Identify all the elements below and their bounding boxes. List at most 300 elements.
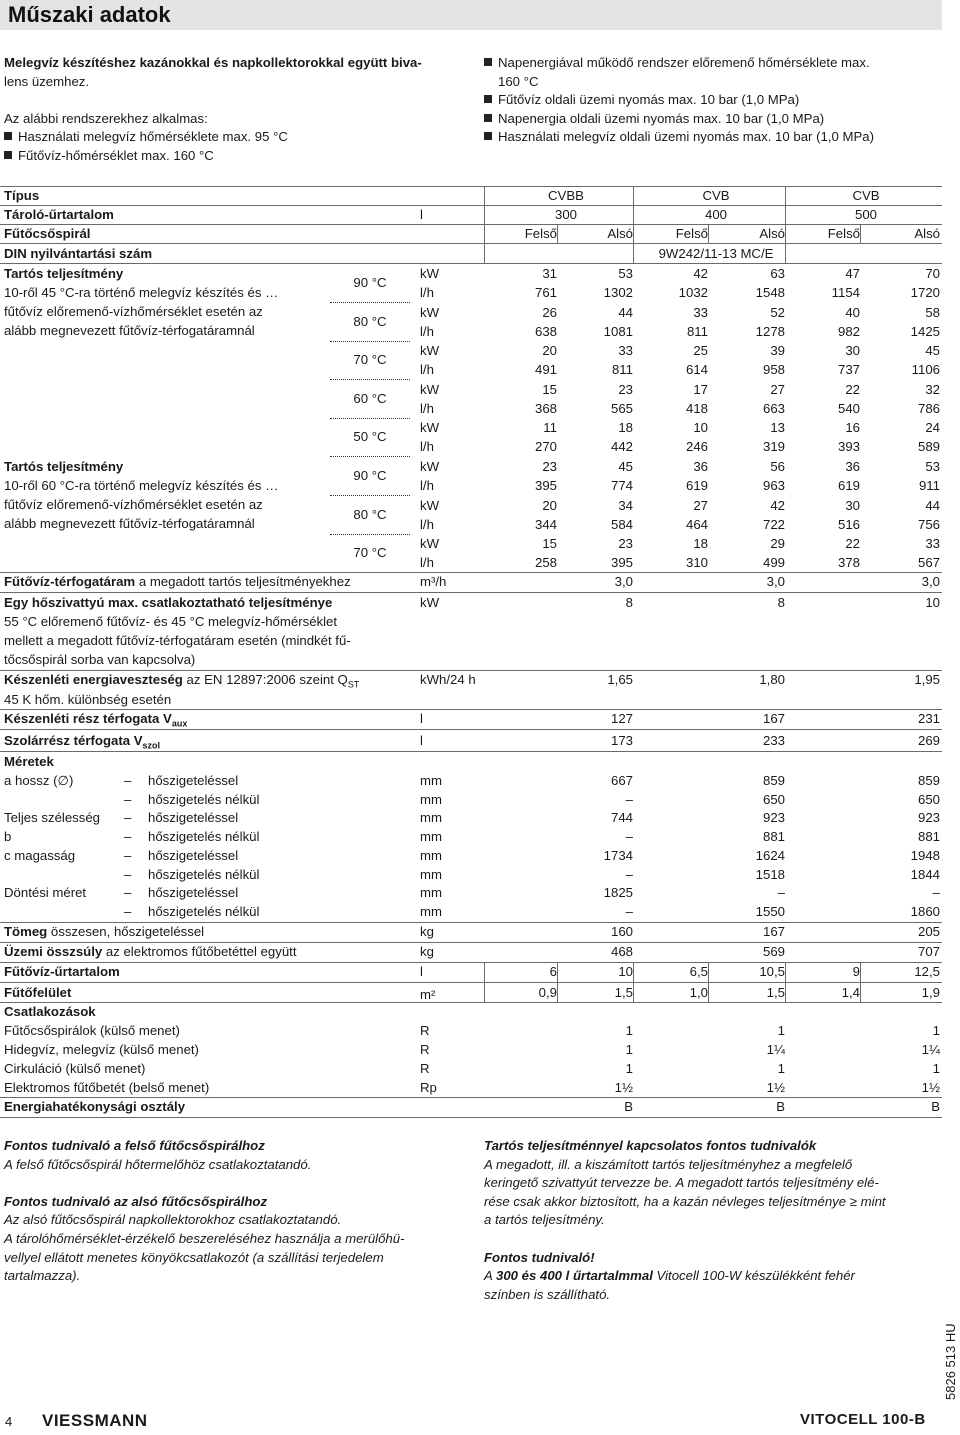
dim-sub: hőszigetelés nélkül — [148, 903, 260, 919]
dim-sub: hőszigeteléssel — [148, 885, 239, 901]
lh-value: 1720 — [910, 285, 940, 300]
row-value: 127 — [610, 711, 633, 726]
column-divider — [633, 186, 634, 263]
unit: kW — [420, 381, 440, 397]
unit: l — [420, 733, 423, 748]
column-divider — [785, 962, 786, 1002]
table-rule — [0, 243, 942, 244]
kw-value: 32 — [925, 381, 940, 397]
storage-label: Tároló-űrtartalom — [4, 207, 114, 222]
intro-text: Napenergia oldali üzemi nyomás max. 10 bar (1,0 MPa) — [498, 110, 825, 126]
lh-value: 540 — [837, 400, 860, 416]
flow-value: 3,0 — [766, 574, 785, 589]
note-line: A megadott, ill. a kiszámított tartós teljesítményhez a megfelelő — [484, 1156, 853, 1172]
unit: l/h — [420, 323, 434, 339]
dash-icon: – — [124, 847, 132, 863]
kw-value: 36 — [693, 459, 708, 474]
note-spacer — [484, 1230, 886, 1249]
row-value: 233 — [762, 733, 785, 748]
note-line: színben is szállítható. — [484, 1286, 611, 1302]
temp-label: 80 °C — [353, 313, 387, 329]
dim-value: – — [625, 829, 633, 845]
perf-label: Tartós teljesítmény — [4, 459, 124, 474]
kw-value: 30 — [845, 343, 860, 358]
perf-label: alább megnevezett fűtővíz-térfogatáramnál — [4, 323, 255, 338]
dash-icon: – — [124, 829, 132, 845]
kw-value: 40 — [845, 304, 860, 320]
conn-value: 1 — [625, 1061, 633, 1076]
dim-value: 923 — [762, 810, 785, 826]
lh-value: 811 — [611, 362, 633, 377]
area-value: 0,9 — [538, 985, 557, 1000]
table-rule — [0, 1117, 942, 1118]
unit: mm — [420, 866, 442, 882]
note-text: A — [484, 1268, 496, 1284]
unit: l/h — [420, 285, 434, 300]
kw-value: 10 — [693, 420, 708, 435]
unit: kW — [420, 497, 440, 513]
lh-value: 246 — [685, 439, 708, 454]
unit: kW — [420, 595, 440, 610]
intro-text: Használati melegvíz hőmérséklete max. 95 °C — [18, 129, 288, 144]
intro-text: Napenergiával működő rendszer előremenő hőmérséklete max. — [498, 55, 870, 70]
type-value: CVB — [702, 188, 730, 203]
conn-value: 1½ — [614, 1080, 633, 1095]
note-line: rése csak akkor biztosított, ha a kazán névleges teljesítménye ≥ mint — [484, 1193, 886, 1209]
lh-value: 761 — [534, 285, 557, 300]
conn-label: Csatlakozások — [4, 1004, 96, 1019]
area-label: Fűtőfelület — [4, 985, 72, 1000]
row-label-bold: Tömeg — [4, 924, 48, 939]
standby-value: 1,65 — [607, 672, 633, 687]
kw-value: 33 — [925, 536, 940, 551]
dim-name: Teljes szélesség — [4, 810, 101, 826]
hwvol-value: 10,5 — [759, 964, 785, 979]
dim-value: – — [625, 903, 633, 919]
dim-value: 859 — [762, 773, 785, 788]
unit: R — [420, 1061, 430, 1076]
page-title: Műszaki adatok — [8, 2, 171, 27]
notes-left — [4, 1137, 404, 1286]
coil-value: Felső — [675, 226, 708, 241]
pump-label-line: mellett a megadott fűtővíz-térfogatáram esetén (mindkét fű- — [4, 633, 351, 648]
temp-label: 70 °C — [353, 545, 387, 560]
pump-value: 8 — [625, 595, 633, 610]
row-value: 173 — [610, 733, 633, 748]
area-value: 1,9 — [921, 985, 940, 1000]
dash-icon: – — [124, 791, 132, 807]
intro-text: Melegvíz készítéshez kazánokkal és napkollektorokkal együtt biva- — [4, 55, 422, 70]
note-text-bold: 300 és 400 l űrtartalmmal — [495, 1268, 653, 1284]
kw-value: 53 — [925, 459, 940, 474]
conn-value: 1 — [932, 1023, 940, 1038]
kw-value: 27 — [770, 381, 785, 397]
kw-value: 20 — [542, 497, 557, 513]
conn-value: 1 — [932, 1061, 940, 1076]
kw-value: 58 — [925, 304, 940, 320]
row-label-text: Készenléti rész térfogata V — [4, 711, 172, 726]
unit: l/h — [420, 439, 434, 454]
dim-sub: hőszigeteléssel — [148, 773, 239, 788]
kw-value: 47 — [845, 266, 860, 281]
lh-value: 258 — [534, 555, 557, 570]
energy-value: B — [624, 1099, 633, 1114]
lh-value: 499 — [762, 555, 785, 570]
kw-value: 53 — [618, 266, 633, 281]
kw-value: 56 — [770, 459, 785, 474]
lh-value: 663 — [762, 400, 785, 416]
conn-value: 1 — [625, 1042, 633, 1057]
kw-value: 29 — [770, 536, 785, 551]
lh-value: 270 — [534, 439, 557, 454]
kw-value: 23 — [618, 536, 633, 551]
temp-label: 70 °C — [353, 352, 387, 367]
unit: kW — [420, 304, 440, 320]
unit: kWh/24 h — [420, 672, 476, 687]
kw-value: 30 — [845, 497, 860, 513]
note-text: Vitocell 100-W készülékként fehér — [652, 1268, 855, 1284]
storage-value: 300 — [554, 207, 577, 222]
lh-value: 1081 — [603, 323, 633, 339]
row-label-sub: szol — [142, 740, 161, 751]
kw-value: 33 — [618, 343, 633, 358]
flow-label — [4, 573, 351, 591]
coil-value: Felső — [524, 226, 557, 241]
dim-value: 1550 — [755, 903, 785, 919]
temp-label: 80 °C — [353, 506, 387, 522]
perf-label: fűtővíz előremenő-vízhőmérséklet esetén az — [4, 497, 263, 512]
intro-text: Használati melegvíz oldali üzemi nyomás max. 10 bar (1,0 MPa) — [498, 129, 874, 144]
lh-value: 638 — [534, 323, 557, 339]
dim-value: 650 — [762, 791, 785, 807]
type-label: Típus — [4, 188, 40, 203]
dim-sub: hőszigetelés nélkül — [148, 866, 260, 882]
flow-label-bold: Fűtővíz-térfogatáram — [4, 574, 136, 589]
unit: R — [420, 1023, 430, 1038]
row-value: 707 — [917, 944, 940, 959]
column-divider — [484, 962, 485, 1002]
product-name: VITOCELL 100-B — [800, 1411, 926, 1428]
note-line: Az alsó fűtőcsőspirál napkollektorokhoz csatlakoztatandó. — [4, 1212, 342, 1228]
coil-value: Alsó — [914, 226, 940, 241]
standby-label-rest: az EN 12897:2006 szeint Q — [182, 672, 348, 687]
coil-label: Fűtőcsőspirál — [4, 226, 91, 241]
kw-value: 18 — [618, 420, 633, 435]
standby-value: 1,95 — [914, 672, 940, 687]
perf-label: Tartós teljesítmény — [4, 266, 124, 281]
kw-value: 15 — [542, 536, 557, 551]
row-value: 569 — [762, 944, 785, 959]
lh-value: 1548 — [755, 285, 785, 300]
flow-value: 3,0 — [614, 574, 633, 589]
flow-label-rest: a megadott tartós teljesítményekhez — [135, 574, 351, 589]
row-label — [4, 732, 160, 750]
row-value: 167 — [762, 924, 785, 939]
document-number: 5826 513 HU — [943, 1323, 958, 1400]
standby-sub: ST — [347, 679, 360, 690]
dim-value: 923 — [917, 810, 940, 826]
row-label-text: Szolárrész térfogata V — [4, 733, 143, 748]
dim-name: c magasság — [4, 847, 76, 863]
perf-label: alább megnevezett fűtővíz-térfogatáramnál — [4, 516, 255, 531]
lh-value: 958 — [762, 362, 785, 377]
pump-label-line: tőcsőspirál sorba van kapcsolva) — [4, 652, 196, 667]
dim-sub: hőszigeteléssel — [148, 810, 239, 826]
unit: mm — [420, 829, 442, 845]
note-spacer — [4, 1174, 404, 1193]
lh-value: 1425 — [910, 323, 940, 339]
energy-value: B — [931, 1099, 940, 1114]
row-label — [4, 943, 296, 961]
row-value: 205 — [917, 924, 940, 939]
dim-value: 1624 — [755, 847, 785, 863]
row-value: 160 — [610, 924, 633, 939]
dim-value: – — [777, 885, 785, 901]
unit: mm — [420, 903, 442, 919]
dash-icon: – — [124, 885, 132, 901]
unit: kg — [420, 924, 434, 939]
kw-value: 24 — [925, 420, 940, 435]
dash-icon: – — [124, 810, 132, 826]
column-divider — [860, 224, 861, 243]
lh-value: 982 — [837, 323, 860, 339]
perf-label: fűtővíz előremenő-vízhőmérséklet esetén az — [4, 304, 263, 319]
lh-value: 516 — [837, 516, 860, 532]
hwvol-value: 9 — [852, 964, 860, 979]
lh-value: 395 — [610, 555, 633, 570]
unit: l — [420, 207, 423, 222]
intro-text: 160 °C — [498, 73, 539, 89]
lh-value: 584 — [610, 516, 633, 532]
kw-value: 23 — [542, 459, 557, 474]
area-value: 1,5 — [766, 985, 785, 1000]
unit: R — [420, 1042, 430, 1057]
kw-value: 42 — [770, 497, 785, 513]
lh-value: 589 — [917, 439, 940, 454]
table-rule — [0, 263, 942, 264]
lh-value: 619 — [685, 478, 708, 493]
dim-value: 667 — [610, 773, 633, 788]
row-value: 468 — [610, 944, 633, 959]
energy-label: Energiahatékonysági osztály — [4, 1099, 186, 1114]
lh-value: 756 — [917, 516, 940, 532]
row-label-rest: az elektromos fűtőbetéttel együtt — [102, 944, 297, 959]
temp-label: 90 °C — [353, 275, 387, 290]
row-label — [4, 710, 187, 728]
note-line: vellyel ellátott menetes könyökcsatlakozót (a szállítási terjedelem — [4, 1249, 384, 1265]
dim-value: 650 — [917, 791, 940, 807]
pump-value: 10 — [925, 595, 940, 610]
notes-right — [484, 1137, 886, 1304]
lh-value: 911 — [918, 478, 940, 493]
lh-value: 319 — [762, 439, 785, 454]
lh-value: 811 — [686, 323, 708, 339]
column-divider — [484, 186, 485, 263]
conn-value: 1 — [625, 1023, 633, 1038]
conn-value: 1½ — [921, 1080, 940, 1095]
intro-text: lens üzemhez. — [4, 73, 90, 89]
dash-icon: – — [124, 903, 132, 919]
intro-text: Az alábbi rendszerekhez alkalmas: — [4, 110, 208, 126]
kw-value: 11 — [543, 420, 557, 435]
kw-value: 70 — [925, 266, 940, 281]
hwvol-value: 6,5 — [689, 964, 708, 979]
row-label-sub: aux — [171, 718, 188, 729]
kw-value: 36 — [845, 459, 860, 474]
perf-label: 10-ről 60 °C-ra történő melegvíz készítés és … — [4, 478, 279, 493]
unit: l — [420, 964, 423, 979]
unit: l/h — [420, 362, 434, 377]
column-divider — [557, 224, 558, 243]
flow-value: 3,0 — [921, 574, 940, 589]
dim-value: – — [625, 791, 633, 807]
unit: m³/h — [420, 574, 447, 589]
column-divider — [633, 962, 634, 1002]
dim-value: 881 — [762, 829, 785, 845]
dim-sub: hőszigetelés nélkül — [148, 791, 260, 807]
lh-value: 619 — [837, 478, 860, 493]
type-value: CVBB — [548, 188, 584, 203]
dim-value: 1825 — [603, 885, 633, 901]
note-line: A felső fűtőcsőspirál hőtermelőhöz csatlakoztatandó. — [4, 1156, 312, 1172]
lh-value: 565 — [610, 400, 633, 416]
lh-value: 442 — [610, 439, 633, 454]
conn-value: 1 — [777, 1061, 785, 1076]
pump-label: Egy hőszivattyú max. csatlakoztatható teljesítménye — [4, 595, 333, 610]
kw-value: 27 — [693, 497, 708, 513]
unit: l/h — [420, 400, 434, 416]
kw-value: 52 — [770, 304, 785, 320]
lh-value: 393 — [837, 439, 860, 454]
kw-value: 44 — [925, 497, 940, 513]
note-line: A tárolóhőmérséklet-érzékelő beszereléséhez használja a merülőhü- — [4, 1230, 405, 1246]
din-value: 9W242/11-13 MC/E — [658, 246, 774, 261]
lh-value: 567 — [917, 555, 940, 570]
unit: l/h — [420, 478, 434, 493]
dash-icon: – — [124, 773, 132, 788]
kw-value: 16 — [845, 420, 860, 435]
conn-value: 1½ — [766, 1080, 785, 1095]
kw-value: 34 — [618, 497, 633, 513]
dim-value: 744 — [610, 810, 633, 826]
row-value: 269 — [917, 733, 940, 748]
row-value: 231 — [917, 711, 940, 726]
dim-value: – — [625, 866, 633, 882]
note-line: tartalmazza). — [4, 1268, 81, 1284]
lh-value: 378 — [837, 555, 860, 570]
table-rule — [0, 751, 942, 752]
kw-value: 18 — [693, 536, 708, 551]
dim-name: Döntési méret — [4, 885, 87, 901]
note-line: a tartós teljesítmény. — [484, 1212, 605, 1228]
temp-divider — [330, 456, 410, 457]
row-label — [4, 923, 204, 941]
unit: kW — [420, 459, 440, 474]
lh-value: 344 — [534, 516, 557, 532]
kw-value: 22 — [845, 381, 860, 397]
dim-sub: hőszigetelés nélkül — [148, 829, 260, 845]
unit: Rp — [420, 1080, 437, 1095]
hwvol-label: Fűtővíz-űrtartalom — [4, 964, 120, 979]
kw-value: 13 — [770, 420, 785, 435]
kw-value: 45 — [925, 343, 940, 358]
column-divider — [785, 186, 786, 263]
lh-value: 786 — [917, 400, 940, 416]
kw-value: 25 — [693, 343, 708, 358]
lh-value: 491 — [534, 362, 557, 377]
lh-value: 1302 — [603, 285, 633, 300]
lh-value: 395 — [534, 478, 557, 493]
column-divider — [557, 962, 558, 1002]
standby-label-line: 45 K hőm. különbség esetén — [4, 692, 172, 707]
conn-name: Elektromos fűtőbetét (belső menet) — [4, 1080, 210, 1095]
unit: mm — [420, 885, 442, 901]
kw-value: 15 — [542, 381, 557, 397]
kw-value: 20 — [542, 343, 557, 358]
kw-value: 33 — [693, 304, 708, 320]
coil-value: Felső — [827, 226, 860, 241]
note-title: Tartós teljesítménnyel kapcsolatos fontos tudnivalók — [484, 1138, 817, 1153]
kw-value: 23 — [618, 381, 633, 397]
intro-text: Fűtővíz-hőmérséklet max. 160 °C — [18, 147, 214, 163]
dim-value: 1860 — [910, 903, 940, 919]
unit: l — [420, 711, 423, 726]
unit: mm — [420, 810, 442, 826]
unit: kW — [420, 536, 440, 551]
unit: kW — [420, 420, 440, 435]
conn-name: Fűtőcsőspirálok (külső menet) — [4, 1023, 180, 1038]
table-rule — [0, 729, 942, 730]
row-label-rest: összesen, hőszigeteléssel — [47, 924, 205, 939]
coil-value: Alsó — [759, 226, 785, 241]
unit: l/h — [420, 555, 434, 570]
note-title: Fontos tudnivaló az alsó fűtőcsőspirálhoz — [4, 1193, 268, 1209]
dim-value: 859 — [917, 773, 940, 788]
kw-value: 26 — [542, 304, 557, 320]
dim-value: 1948 — [910, 847, 940, 863]
lh-value: 1278 — [755, 323, 785, 339]
note-title: Fontos tudnivaló a felső fűtőcsőspirálhoz — [4, 1138, 265, 1153]
energy-value: B — [776, 1099, 785, 1114]
intro-text: Fűtővíz oldali üzemi nyomás max. 10 bar (1,0 MPa) — [498, 92, 800, 107]
dim-value: 1734 — [603, 847, 633, 863]
conn-value: 1 — [777, 1023, 785, 1038]
lh-value: 1106 — [911, 362, 940, 377]
kw-value: 31 — [542, 266, 557, 281]
conn-value: 1¼ — [766, 1042, 785, 1057]
dim-name: b — [4, 829, 12, 845]
temp-label: 50 °C — [353, 429, 387, 444]
lh-value: 737 — [837, 362, 860, 377]
column-divider — [708, 224, 709, 243]
pump-value: 8 — [777, 595, 785, 610]
standby-value: 1,80 — [759, 672, 785, 687]
conn-value: 1¼ — [921, 1042, 940, 1057]
conn-name: Cirkuláció (külső menet) — [4, 1061, 146, 1076]
lh-value: 310 — [685, 555, 708, 570]
unit: mm — [420, 773, 442, 788]
dim-value: 1844 — [910, 866, 940, 882]
storage-value: 500 — [854, 207, 877, 222]
perf-label: 10-ről 45 °C-ra történő melegvíz készítés és … — [4, 285, 279, 300]
unit: m² — [420, 987, 436, 1002]
column-divider — [708, 962, 709, 1002]
note-line: keringető szivattyút tervezze be. A megadott tartós teljesítmény elé- — [484, 1175, 879, 1191]
dim-value: 881 — [917, 829, 940, 845]
table-rule — [0, 982, 942, 983]
dims-label: Méretek — [4, 754, 54, 769]
standby-label-bold: Készenléti energiaveszteség — [4, 672, 183, 687]
